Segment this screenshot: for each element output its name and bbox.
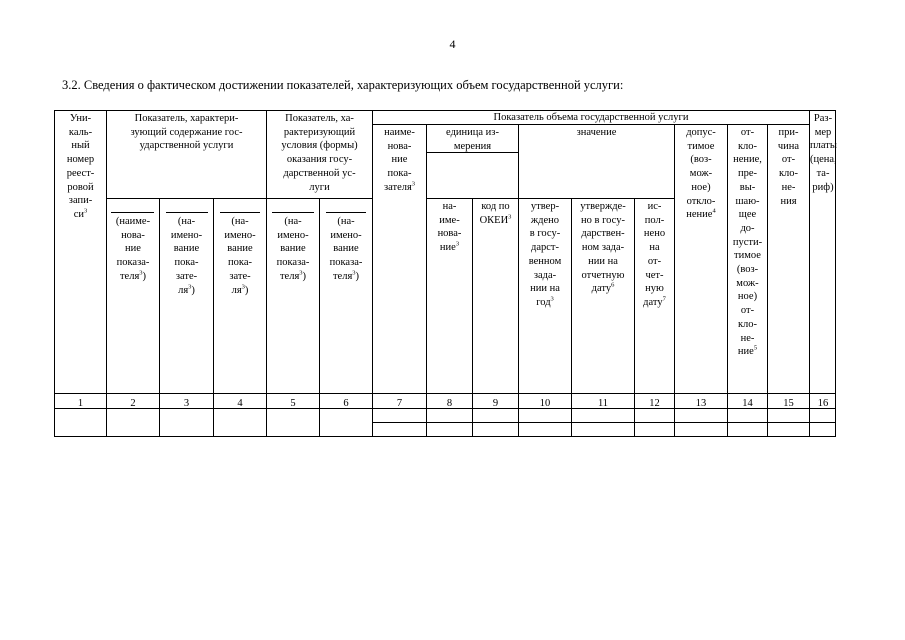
column-number: 10: [539, 398, 551, 409]
col7-text: наиме- нова- ние пока- зателя: [383, 127, 415, 193]
column-number: 15: [783, 398, 794, 409]
col3-tail: ): [191, 284, 195, 296]
footnote-mark: 3: [411, 180, 416, 188]
footnote-mark: 3: [299, 269, 303, 277]
header-col6: [320, 215, 372, 284]
column-number: 12: [649, 398, 660, 409]
column-number: 1: [77, 398, 84, 409]
col12-text: ис- пол- нено на от- чет- ную дату: [643, 201, 666, 308]
footnote-mark: 3: [241, 283, 245, 291]
footnote-mark: 5: [753, 344, 758, 352]
header-volume-group: Показатель объема государственной услуги: [493, 112, 689, 123]
col13-text: допус- тимое (воз- мож- ное) откло- нение: [686, 127, 716, 221]
col8-text: на- име- нова- ние: [437, 201, 462, 254]
footnote-mark: 3: [352, 269, 356, 277]
header-conditions-group: Показатель, ха- рактеризующий условия (формы) оказания госу- дарственной ус- луги: [281, 113, 358, 193]
column-number: 2: [130, 398, 136, 409]
section-heading: 3.2. Сведения о фактическом достижении показателей, характеризующих объем государственной услуги:: [62, 78, 624, 92]
header-indicator-name: [373, 126, 426, 195]
column-number: 5: [290, 398, 296, 409]
header-allowed-deviation: [675, 126, 727, 222]
header-approved-reporting: [572, 200, 634, 296]
column-number: 11: [597, 398, 609, 409]
footnote-mark: 6: [611, 281, 615, 289]
header-approved-year: [519, 200, 571, 310]
col14-text: от- кло- нение, пре- вы- шаю- щее до- пусти- тимое (воз- мож- ное) от- кло- не- ние: [732, 127, 763, 358]
header-okei-code: [473, 200, 518, 227]
header-unit-name: [427, 200, 472, 255]
column-number: 6: [343, 398, 349, 409]
column-number: 8: [446, 398, 453, 409]
header-col2: [107, 215, 159, 284]
footnote-mark: 3: [550, 295, 554, 303]
footnote-mark: 3: [455, 240, 460, 248]
page-number: 4: [449, 37, 456, 51]
footnote-mark: 7: [662, 295, 666, 303]
col9-text: код по ОКЕИ: [479, 201, 510, 226]
column-number: 13: [695, 398, 707, 409]
col5-tail: ): [302, 270, 307, 282]
column-number: 9: [492, 398, 499, 409]
column-number: 16: [817, 398, 829, 409]
col6-tail: ): [355, 270, 360, 282]
header-fee: Раз- мер платы (цена, та- риф): [810, 113, 837, 193]
header-unique-number-text: Уни- каль- ный номер реест- ровой запи- си: [66, 113, 95, 220]
header-excess-deviation: [728, 126, 767, 359]
column-number: 7: [396, 398, 403, 409]
col6-text: (на- имено- вание показа- теля: [329, 216, 363, 282]
col4-text: (на- имено- вание пока- зате- ля: [224, 216, 256, 296]
col4-tail: ): [244, 284, 249, 296]
header-col5: [267, 215, 319, 284]
col2-tail: ): [142, 270, 147, 282]
column-number: 14: [742, 398, 753, 409]
column-number: 4: [237, 398, 243, 409]
col3-text: (на- имено- вание пока- зате- ля: [170, 216, 203, 296]
header-executed: [635, 200, 674, 310]
col5-text: (на- имено- вание показа- теля: [276, 216, 310, 282]
footnote-mark: 3: [139, 269, 143, 277]
header-content-group: Показатель, характери- зующий содержание гос- ударственной услуги: [130, 113, 243, 152]
header-value-group: значение: [576, 127, 617, 138]
col10-text: утвер- ждено в госу- дарст- венном зада- нии на год: [528, 201, 562, 308]
footnote-mark: 3: [188, 283, 192, 291]
header-unique-number: [55, 112, 106, 222]
header-deviation-reason: при- чина от- кло- не- ния: [777, 127, 800, 207]
col2-text: (наиме- нова- ние показа- теля: [115, 216, 151, 282]
header-col3: [160, 215, 213, 297]
footnote-mark: 4: [712, 207, 716, 215]
volume-indicators-table: [54, 110, 836, 437]
column-number: 3: [183, 398, 190, 409]
col11-text: утвержде- но в госу- дарствен- ном зада- нии на отчетную дату: [580, 201, 626, 295]
footnote-mark: 3: [84, 207, 88, 215]
footnote-mark: 3: [508, 213, 512, 221]
header-unit-group: единица из- мерения: [446, 127, 499, 152]
header-col4: [214, 215, 266, 297]
